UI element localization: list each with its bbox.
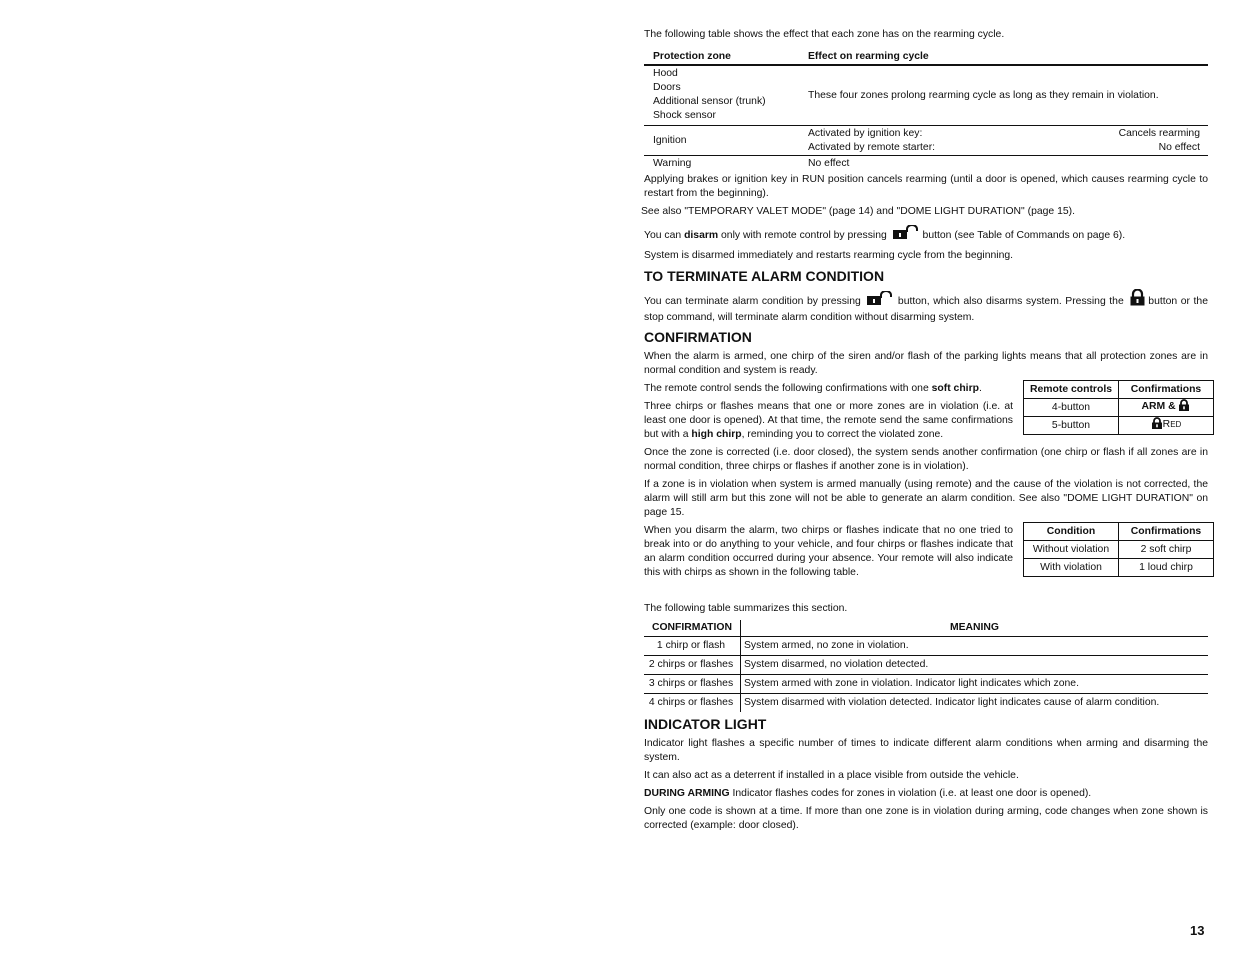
confirm-paragraph-1: When the alarm is armed, one chirp of the siren and/or flash of the parking lights means that all protection zones are in normal condition and system is ready. — [644, 351, 1208, 376]
arm-label: ARM & — [1141, 401, 1176, 412]
confirm-soft-paragraph — [644, 382, 1013, 396]
condition-row — [1024, 541, 1214, 559]
zone-group-row — [644, 65, 1208, 126]
page-number: 13 — [1190, 923, 1205, 938]
confirm-three-post: , reminding you to correct the violated zone. — [741, 429, 944, 440]
see-also-paragraph: See also "TEMPORARY VALET MODE" (page 14) and "DOME LIGHT DURATION" (page 15). — [641, 206, 1075, 217]
indicator-paragraph-2: It can also act as a deterrent if installed in a place visible from outside the vehicle. — [644, 770, 1019, 781]
table-row — [644, 637, 1208, 656]
remote-section — [644, 382, 1208, 442]
zone-ignition-row — [644, 126, 1208, 156]
violation-paragraph: If a zone is in violation when system is armed manually (using remote) and the cause of the violation is not corrected, the alarm will still arm but this zone will not be able to generate an alarm condition. See also "DOME LIGHT DURATION" on page 15. — [644, 479, 1208, 518]
remote-row-5button — [1024, 417, 1214, 435]
terminate-paragraph — [644, 289, 1208, 325]
remote-5button-conf — [1119, 417, 1214, 435]
page-column — [641, 28, 1208, 837]
summary-confirmation: 3 chirps or flashes — [644, 675, 741, 694]
condition-confirmations-header: Confirmations — [1119, 523, 1214, 541]
table-row — [644, 675, 1208, 694]
zone-warning: Warning — [653, 158, 692, 169]
remote-table-header — [1024, 381, 1214, 399]
effect-header: Effect on rearming cycle — [799, 47, 1208, 65]
terminate-pre: You can terminate alarm condition by pressing — [644, 296, 865, 307]
zone-ignition: Ignition — [644, 126, 799, 156]
confirm-soft-bold: soft chirp — [931, 383, 979, 394]
confirm-three-paragraph — [644, 400, 1013, 442]
summary-meaning: System armed, no zone in violation. — [741, 637, 1209, 656]
zone-table-header — [644, 47, 1208, 65]
summary-meaning: System disarmed with violation detected. Indicator light indicates cause of alarm condition. — [744, 697, 1160, 708]
zone-shock-sensor: Shock sensor — [653, 110, 716, 121]
unlock-icon — [892, 225, 918, 245]
lock-icon — [1178, 399, 1190, 416]
condition-without-violation-conf: 2 soft chirp — [1119, 541, 1214, 559]
condition-table — [1023, 522, 1214, 577]
zone-group-cell — [644, 65, 799, 126]
zone-header: Protection zone — [644, 47, 799, 65]
zone-table — [644, 47, 1208, 171]
unlock-icon — [866, 291, 892, 311]
disarm-bold: disarm — [684, 230, 719, 241]
lock-icon — [1151, 417, 1163, 434]
corrected-paragraph: Once the zone is corrected (i.e. door closed), the system sends another confirmation (one chirp or flash if all zones are in normal condition, three chirps or flashes if another zone is in violation). — [644, 447, 1208, 472]
meaning-col-header: MEANING — [741, 620, 1209, 637]
condition-row — [1024, 559, 1214, 577]
remote-starter-value: No effect — [1158, 142, 1200, 153]
disarm-paragraph — [644, 225, 1208, 245]
indicator-paragraph-1: Indicator light flashes a specific number of times to indicate different alarm conditions when arming and disarming the system. — [644, 738, 1208, 763]
table-row — [644, 656, 1208, 675]
remote-4button: 4-button — [1024, 399, 1119, 417]
summary-table — [644, 620, 1208, 712]
disarm-pre: You can — [644, 230, 685, 241]
summary-table-header — [644, 620, 1208, 637]
zone-group-effect: These four zones prolong rearming cycle as long as they remain in violation. — [799, 65, 1208, 126]
during-arming-text: Indicator flashes codes for zones in violation (i.e. at least one door is opened). — [729, 788, 1092, 799]
terminate-post: button or the stop command, will terminate alarm condition without disarming system. — [644, 296, 1208, 323]
remote-row-4button — [1024, 399, 1214, 417]
confirm-soft-post: . — [978, 383, 982, 394]
confirm-three-pre: Three chirps or flashes means that one or more zones are in violation (i.e. at least one door is opened). At that time, the remote send the same confirmations but with a — [644, 401, 1013, 440]
brakes-paragraph: Applying brakes or ignition key in RUN position cancels rearming (until a door is opened, which causes rearming cycle to restart from the beginning). — [644, 174, 1208, 199]
warning-effect: No effect — [808, 158, 850, 169]
remote-starter-label: Activated by remote starter: — [808, 142, 936, 153]
red-label-rest: ED — [1170, 420, 1182, 429]
remote-5button: 5-button — [1024, 417, 1119, 435]
disarm-mid: only with remote control by pressing — [718, 230, 890, 241]
condition-with-violation-conf: 1 loud chirp — [1119, 559, 1214, 577]
terminate-mid: button, which also disarms system. Pressing the — [894, 296, 1128, 307]
condition-header: Condition — [1024, 523, 1119, 541]
during-arming-bold: DURING ARMING — [644, 788, 730, 799]
ignition-labels — [799, 126, 1036, 156]
intro-text: The following table shows the effect that each zone has on the rearming cycle. — [644, 29, 1005, 40]
summary-confirmation: 4 chirps or flashes — [644, 694, 741, 713]
disarmed-paragraph: System is disarmed immediately and restarts rearming cycle from the beginning. — [644, 250, 1014, 261]
summary-meaning: System armed with zone in violation. Indicator light indicates which zone. — [741, 675, 1209, 694]
confirmation-col-header: CONFIRMATION — [644, 620, 741, 637]
confirmation-heading: CONFIRMATION — [644, 329, 752, 345]
remote-controls-header: Remote controls — [1024, 381, 1119, 399]
indicator-heading: INDICATOR LIGHT — [644, 716, 767, 732]
zone-warning-row — [644, 156, 1208, 172]
condition-with-violation: With violation — [1024, 559, 1119, 577]
lock-icon — [1129, 289, 1146, 311]
summary-confirmation: 2 chirps or flashes — [644, 656, 741, 675]
ignition-key-label: Activated by ignition key: — [808, 128, 923, 139]
disarm-alarm-paragraph: When you disarm the alarm, two chirps or flashes indicate that no one tried to break into or do anything to your vehicle, and four chirps or flashes indicate that an alarm condition occurred during your absence. Your remote will also indicate this with chirps as shown in the following table. — [644, 525, 1013, 578]
indicator-paragraph-4: Only one code is shown at a time. If more than one zone is in violation during arming, code changes when zone shown is corrected (example: door closed). — [644, 806, 1208, 831]
confirm-soft-pre: The remote control sends the following confirmations with one — [644, 383, 932, 394]
summary-confirmation: 1 chirp or flash — [644, 637, 741, 656]
confirm-three-bold: high chirp — [691, 429, 742, 440]
ignition-key-value: Cancels rearming — [1118, 128, 1200, 139]
ignition-values — [1036, 126, 1208, 156]
remote-4button-conf — [1119, 399, 1214, 417]
condition-without-violation: Without violation — [1024, 541, 1119, 559]
during-arming-paragraph — [644, 787, 1208, 801]
zone-additional-sensor: Additional sensor (trunk) — [653, 96, 766, 107]
summary-meaning: System disarmed, no violation detected. — [741, 656, 1209, 675]
summary-intro: The following table summarizes this section. — [644, 603, 848, 614]
red-label-initial: R — [1162, 419, 1171, 430]
table-row — [644, 694, 1208, 713]
remote-confirmations-header: Confirmations — [1119, 381, 1214, 399]
disarm-post: button (see Table of Commands on page 6). — [919, 230, 1126, 241]
terminate-heading: TO TERMINATE ALARM CONDITION — [644, 268, 885, 284]
zone-doors: Doors — [653, 82, 681, 93]
condition-table-header — [1024, 523, 1214, 541]
condition-section — [644, 524, 1208, 580]
zone-hood: Hood — [653, 68, 678, 79]
remote-confirmations-table — [1023, 380, 1214, 435]
